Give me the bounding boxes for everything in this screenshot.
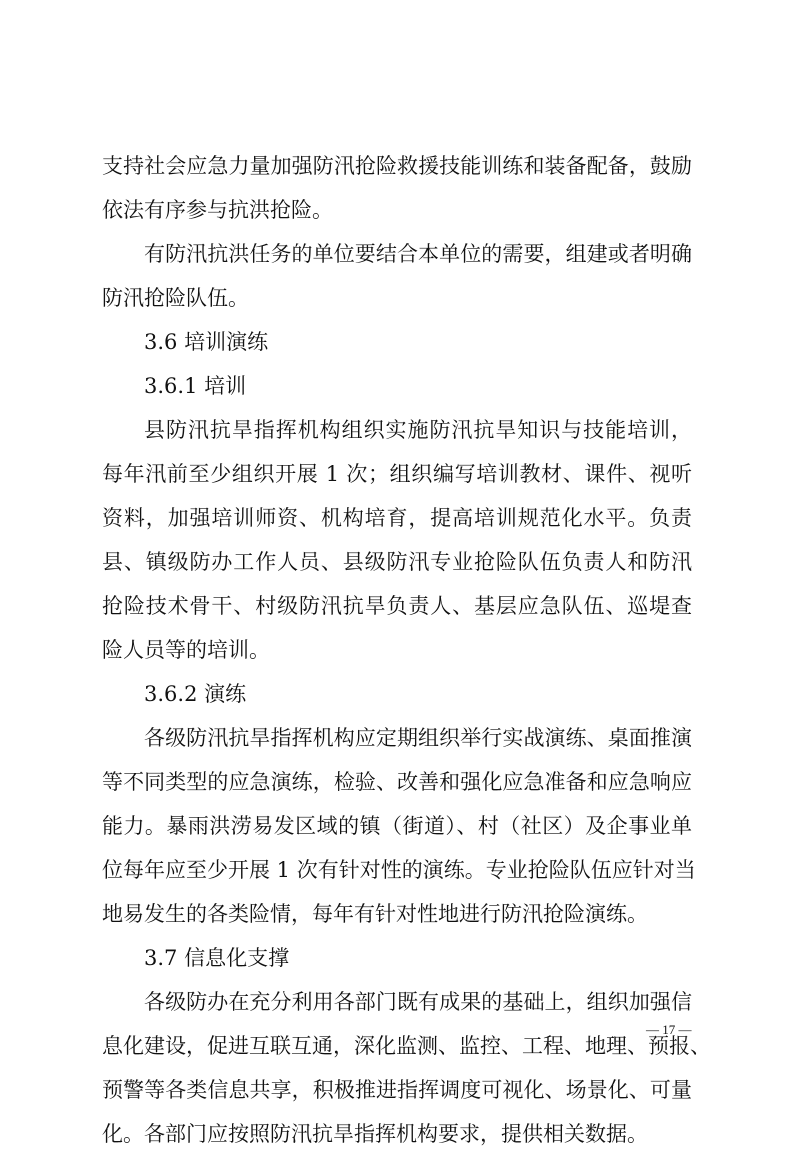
document-body	[102, 144, 711, 1156]
paragraph-line: 依法有序参与抗洪抢险。	[102, 198, 333, 222]
paragraph-line: 位每年应至少开展 1 次有针对性的演练。专业抢险队伍应针对当	[102, 858, 696, 882]
subsection-heading: 3.6.2 演练	[144, 682, 247, 706]
page-number: — 17 —	[646, 1022, 692, 1037]
paragraph-line: 息化建设，促进互联互通，深化监测、监控、工程、地理、预报、	[102, 1034, 711, 1058]
section-heading: 3.6 培训演练	[144, 330, 269, 354]
paragraph-line: 每年汛前至少组织开展 1 次；组织编写培训教材、课件、视听	[102, 462, 692, 486]
paragraph-line: 抢险技术骨干、村级防汛抗旱负责人、基层应急队伍、巡堤查	[102, 594, 692, 618]
paragraph-line: 能力。暴雨洪涝易发区域的镇（街道）、村（社区）及企事业单	[102, 814, 692, 838]
paragraph-line: 地易发生的各类险情，每年有针对性地进行防汛抢险演练。	[102, 902, 648, 926]
paragraph-line: 险人员等的培训。	[102, 638, 270, 662]
paragraph-line: 县、镇级防办工作人员、县级防汛专业抢险队伍负责人和防汛	[102, 550, 692, 574]
paragraph-line: 有防汛抗洪任务的单位要结合本单位的需要，组建或者明确	[144, 242, 692, 266]
paragraph-line: 支持社会应急力量加强防汛抢险救援技能训练和装备配备，鼓励	[102, 154, 692, 178]
section-heading: 3.7 信息化支撑	[144, 946, 290, 970]
paragraph-line: 各级防汛抗旱指挥机构应定期组织举行实战演练、桌面推演	[144, 726, 692, 750]
paragraph-line: 预警等各类信息共享，积极推进指挥调度可视化、场景化、可量	[102, 1078, 692, 1102]
paragraph-line: 各级防办在充分利用各部门既有成果的基础上，组织加强信	[144, 990, 692, 1014]
paragraph-line: 防汛抢险队伍。	[102, 286, 249, 310]
subsection-heading: 3.6.1 培训	[144, 374, 247, 398]
paragraph-line: 等不同类型的应急演练，检验、改善和强化应急准备和应急响应	[102, 770, 692, 794]
paragraph-line: 县防汛抗旱指挥机构组织实施防汛抗旱知识与技能培训，	[144, 418, 692, 442]
paragraph-line: 化。各部门应按照防汛抗旱指挥机构要求，提供相关数据。	[102, 1122, 648, 1146]
paragraph-line: 资料，加强培训师资、机构培育，提高培训规范化水平。负责	[102, 506, 692, 530]
